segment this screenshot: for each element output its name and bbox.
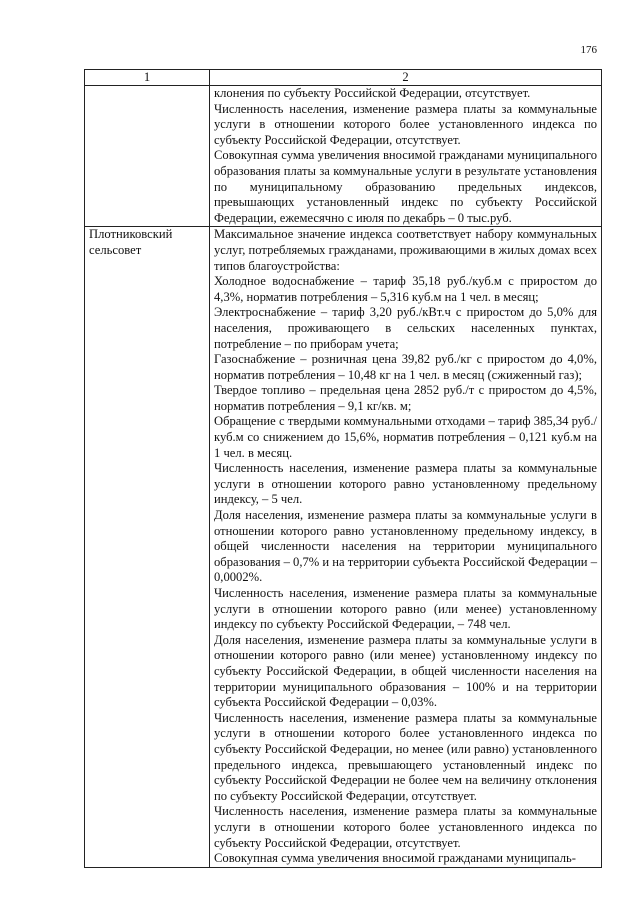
page-number: 176 — [580, 44, 597, 56]
paragraph: Численность населения, изменение размера платы за коммунальные услуги в отношении которого более установленного индекса по субъекту Российской Федерации, но менее (или равно) установленного предельного индекса, превышающего установленный индекс по субъекту Российской Федерации не более чем на величину отклонения по субъекту Российской Федерации, отсутствует. — [214, 710, 597, 803]
municipal-index-table — [84, 69, 602, 868]
paragraph: Численность населения, изменение размера платы за коммунальные услуги в отношении которого более установленного индекса по субъекту Российской Федерации, отсутствует. — [214, 101, 597, 147]
table-header-row — [85, 70, 602, 86]
column-header-1: 1 — [85, 70, 210, 86]
table-row-plotnikovsky — [85, 227, 602, 867]
paragraph: Максимальное значение индекса соответствует набору коммунальных услуг, потребляемых гражданами, проживающими в жилых домах всех типов благоустройства: — [214, 227, 597, 273]
column-header-2: 2 — [210, 70, 602, 86]
description-cell — [210, 86, 602, 227]
paragraph: Численность населения, изменение размера платы за коммунальные услуги в отношении которого равно установленному предельному индексу, – 5 чел. — [214, 461, 597, 507]
municipality-cell — [85, 86, 210, 227]
paragraph: Совокупная сумма увеличения вносимой гражданами муниципального образования платы за коммунальные услуги в результате установления по муниципальному образованию предельных индексов, превышающих установленный индекс по субъекту Российской Федерации, ежемесячно с июля по декабрь – 0 тыс.руб. — [214, 148, 597, 225]
paragraph: Численность населения, изменение размера платы за коммунальные услуги в отношении которого равно (или менее) установленному индексу по субъекту Российской Федерации, – 748 чел. — [214, 586, 597, 632]
table-row-continuation — [85, 86, 602, 227]
paragraph: Газоснабжение – розничная цена 39,82 руб./кг с приростом до 4,0%, норматив потребления – 10,48 кг на 1 чел. в месяц (сжиженный газ); — [214, 352, 597, 382]
paragraph: Доля населения, изменение размера платы за коммунальные услуги в отношении которого равно установленному предельному индексу, в общей численности населения на территории муниципального образования – 0,7% и на территории субъекта Российской Федерации – 0,0002%. — [214, 508, 597, 585]
paragraph: Твердое топливо – предельная цена 2852 руб./т с приростом до 4,5%, норматив потребления – 9,1 кг/кв. м; — [214, 383, 597, 413]
paragraph: Доля населения, изменение размера платы за коммунальные услуги в отношении которого равно (или менее) установленному индексу по субъекту Российской Федерации, в общей численности населения на территории муниципального образования – 100% и на территории субъекта Российской Федерации – 0,03%. — [214, 632, 597, 710]
municipality-cell: Плотниковский сельсовет — [85, 227, 210, 867]
paragraph: Электроснабжение – тариф 3,20 руб./кВт.ч с приростом до 5,0% для населения, проживающего в сельских населенных пунктах, потребление – по приборам учета; — [214, 305, 597, 351]
paragraph: Обращение с твердыми коммунальными отходами – тариф 385,34 руб./куб.м со снижением до 15,6%, норматив потребления – 0,121 куб.м на 1 чел. в месяц. — [214, 414, 597, 460]
description-cell — [210, 227, 602, 867]
paragraph: Холодное водоснабжение – тариф 35,18 руб./куб.м с приростом до 4,3%, норматив потребления – 5,316 куб.м на 1 чел. в месяц; — [214, 274, 597, 304]
paragraph: клонения по субъекту Российской Федерации, отсутствует. — [214, 86, 531, 100]
paragraph: Численность населения, изменение размера платы за коммунальные услуги в отношении которого более установленного индекса по субъекту Российской Федерации, отсутствует. — [214, 804, 597, 850]
paragraph: Совокупная сумма увеличения вносимой гражданами муниципаль- — [214, 851, 576, 866]
